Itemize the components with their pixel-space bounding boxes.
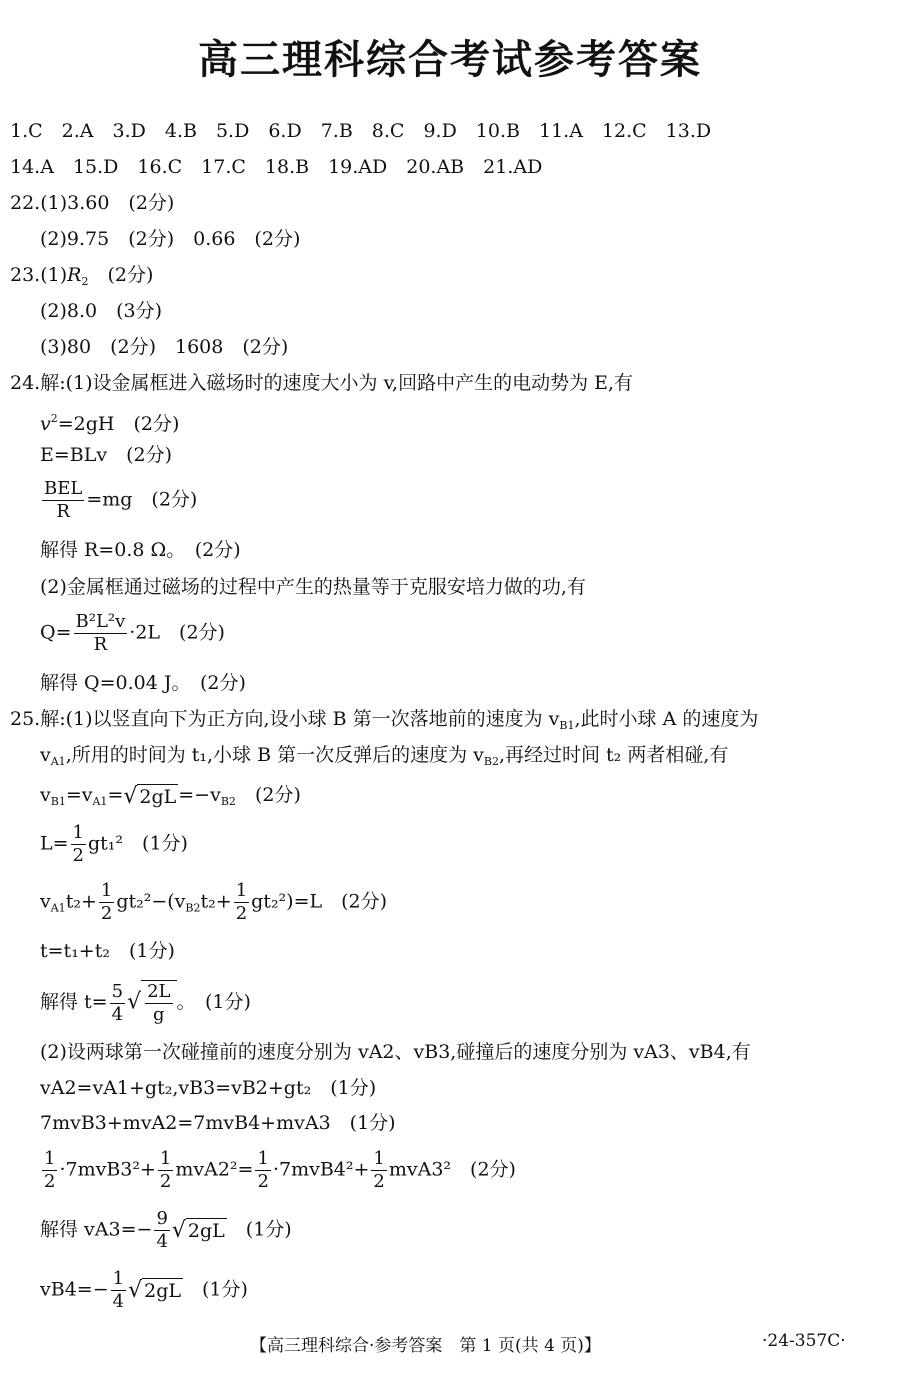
q25-eq7: $\frac{1}{2}$ ·7mvB3²+ $\frac{1}{2}$ mvA2²= $\frac{1}{2}$ ·7mvB4²+ $\frac{1}{2}$ mvA3² (2分) [44, 1148, 516, 1192]
q25-result-3: vB4=− $\frac{1}{4}$ √ 2gL (1分) [40, 1268, 248, 1312]
q24-eq3: $\frac{\text{BEL}}{R}$ =mg (2分) [44, 478, 198, 522]
q25-eq3: $v_{A1}t_2+$ $\frac{1}{2}$ $gt_2^2-(v_{B2}t_2+$ $\frac{1}{2}$ gt₂²)=L (2分) [40, 880, 388, 924]
q24-eq1: $v^2=2gH$ (2分) [40, 412, 180, 435]
q23-line-3: (3)80 (2分) 1608 (2分) [40, 336, 289, 358]
q22-line-2: (2)9.75 (2分) 0.66 (2分) [40, 228, 301, 250]
q25-eq2: L= $\frac{1}{2}$ gt₁² (1分) [40, 822, 188, 866]
choices-row-2: 14.A 15.D 16.C 17.C 18.B 19.AD 20.AB 21.AD [10, 156, 543, 178]
q25-eq1: $v_{B1}=v_{A1}=√$ $2gL =-v_{B2}$ (2分) [40, 783, 301, 809]
q25-result-2: 解得 vA3=− $\frac{9}{4}$ √ 2gL (1分) [40, 1208, 292, 1252]
q25-eq4: t=t₁+t₂ (1分) [40, 940, 175, 962]
q25-result-1: 解得 t= $\frac{5}{4}$ √ $\frac{2L}{g}$ 。 (1分) [40, 980, 251, 1025]
q25-intro-1: 25.解:(1)以竖直向下为正方向,设小球 B 第一次落地前的速度为 $v_{B1}$,此时小球 A 的速度为 [10, 708, 759, 732]
q25-eq6: 7mvB3+mvA2=7mvB4+mvA3 (1分) [40, 1112, 396, 1134]
q25-intro-2: $v_{A1}$,所用的时间为 t₁,小球 B 第一次反弹后的速度为 $v_{B2}$,再经过时间 t₂ 两者相碰,有 [40, 744, 729, 768]
q22-line-1: 22.(1)3.60 (2分) [10, 192, 175, 214]
q24-result-2: 解得 Q=0.04 J。 (2分) [40, 672, 246, 694]
footer-page-info: 【高三理科综合·参考答案 第 1 页(共 4 页)】 [250, 1336, 601, 1356]
q25-part2: (2)设两球第一次碰撞前的速度分别为 vA2、vB3,碰撞后的速度分别为 vA3、vB4,有 [40, 1041, 751, 1063]
q24-eq2: E=BLv (2分) [40, 444, 173, 466]
q23-line-1: $23.(1)R_2$ (2分) [10, 264, 154, 288]
choices-row-1: 1.C 2.A 3.D 4.B 5.D 6.D 7.B 8.C 9.D 10.B 11.A 12.C 13.D [10, 120, 712, 142]
q24-eq4: Q= $\frac{\text{B²L²v}}{R}$ ·2L (2分) [40, 611, 225, 655]
page-title: 高三理科综合考试参考答案 [198, 37, 702, 83]
q24-intro: 24.解:(1)设金属框进入磁场时的速度大小为 v,回路中产生的电动势为 E,有 [10, 372, 634, 394]
q24-part2: (2)金属框通过磁场的过程中产生的热量等于克服安培力做的功,有 [40, 576, 586, 598]
q24-result-1: 解得 R=0.8 Ω。 (2分) [40, 539, 241, 561]
footer-code: ·24-357C· [762, 1331, 846, 1351]
q23-line-2: (2)8.0 (3分) [40, 300, 163, 322]
q25-eq5: vA2=vA1+gt₂,vB3=vB2+gt₂ (1分) [40, 1077, 377, 1099]
